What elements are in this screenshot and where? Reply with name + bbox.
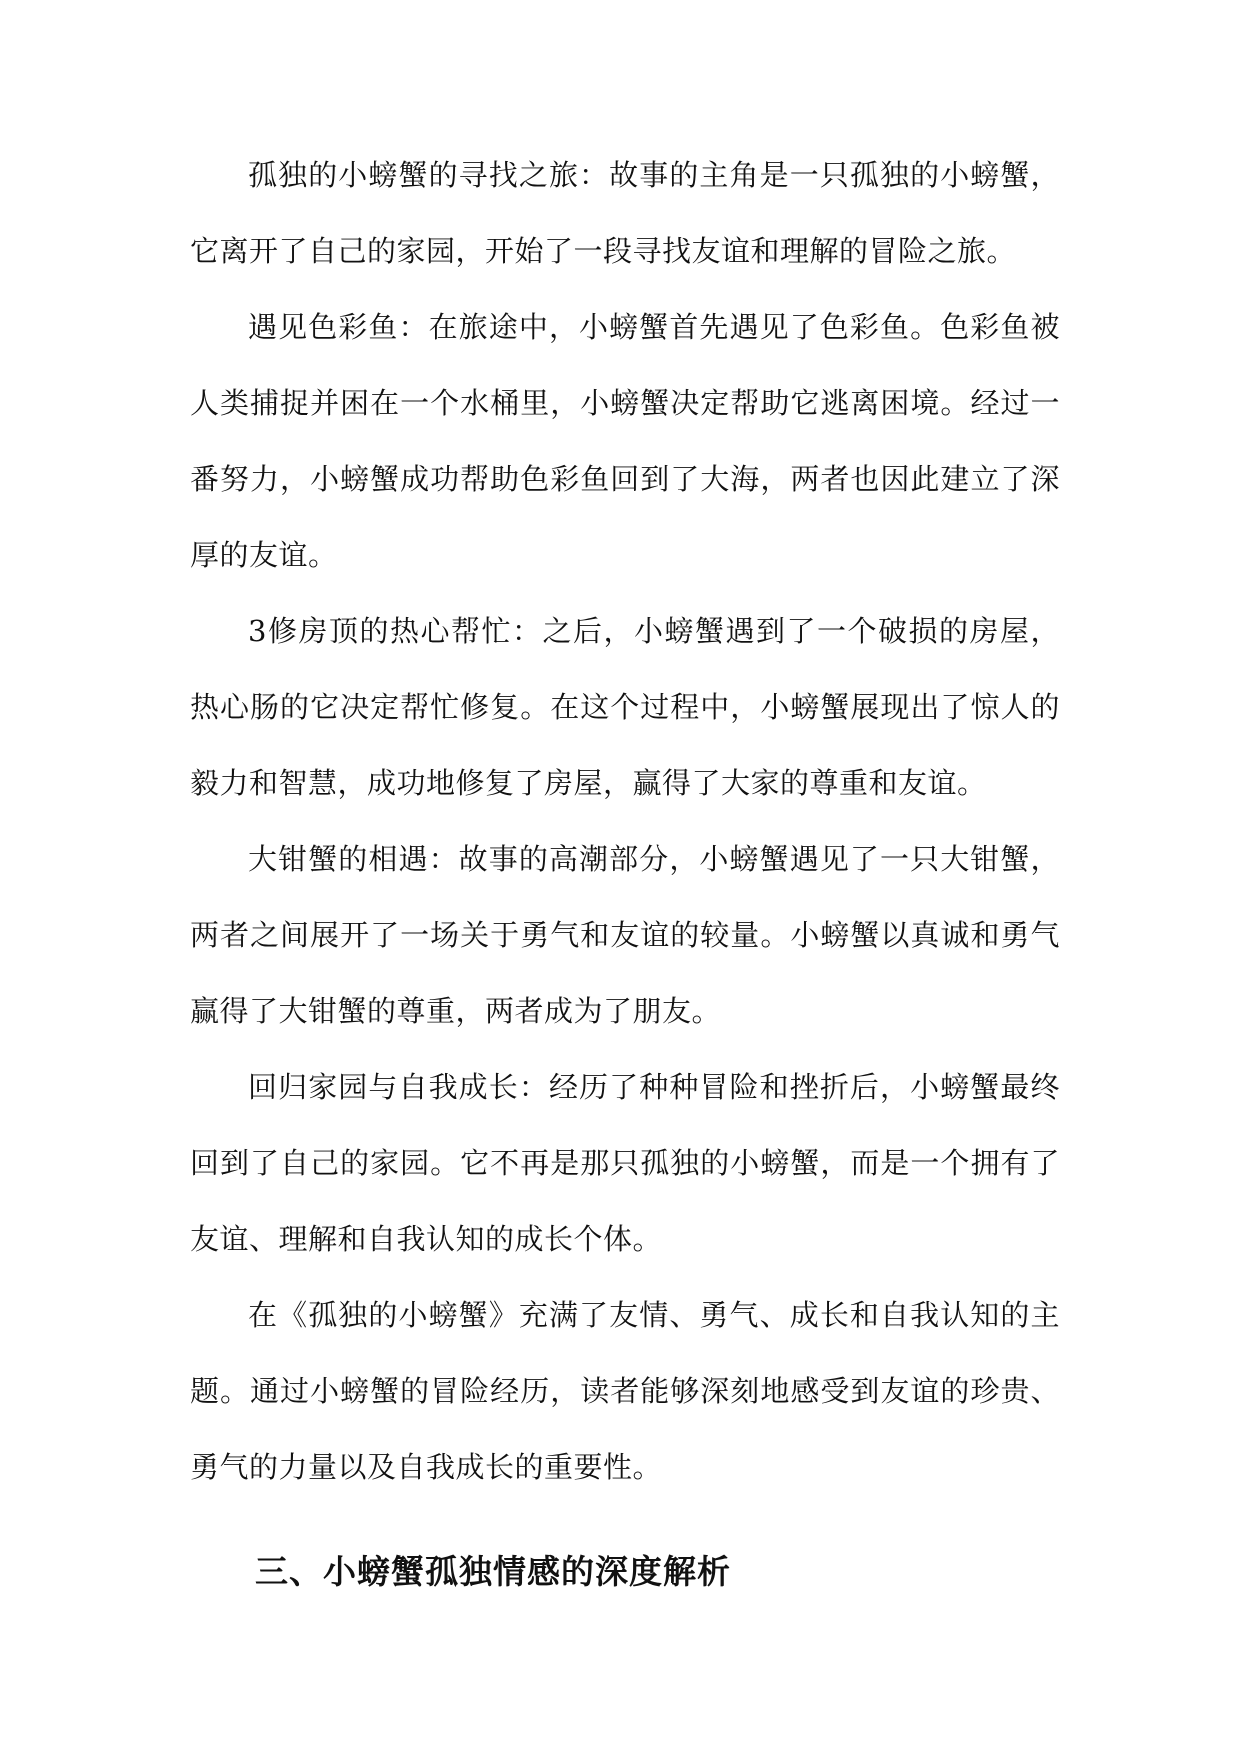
- paragraph-return-home: 回归家园与自我成长：经历了种种冒险和挫折后，小螃蟹最终回到了自己的家园。它不再是那只孤独的小螃蟹，而是一个拥有了友谊、理解和自我认知的成长个体。: [190, 1070, 1060, 1256]
- paragraph-meeting-color-fish: 遇见色彩鱼：在旅途中，小螃蟹首先遇见了色彩鱼。色彩鱼被人类捕捉并困在一个水桶里，小螃蟹决定帮助它逃离困境。经过一番努力，小螃蟹成功帮助色彩鱼回到了大海，两者也因此建立了深厚的友谊。: [190, 310, 1060, 572]
- paragraph-roof-repair: 3修房顶的热心帮忙：之后，小螃蟹遇到了一个破损的房屋，热心肠的它决定帮忙修复。在这个过程中，小螃蟹展现出了惊人的毅力和智慧，成功地修复了房屋，赢得了大家的尊重和友谊。: [190, 614, 1060, 800]
- paragraph-themes-summary: 在《孤独的小螃蟹》充满了友情、勇气、成长和自我认知的主题。通过小螃蟹的冒险经历，读者能够深刻地感受到友谊的珍贵、勇气的力量以及自我成长的重要性。: [190, 1298, 1060, 1484]
- paragraph-lonely-crab-journey: 孤独的小螃蟹的寻找之旅：故事的主角是一只孤独的小螃蟹，它离开了自己的家园，开始了一段寻找友谊和理解的冒险之旅。: [190, 158, 1060, 268]
- document-body: [190, 137, 1060, 1505]
- section-heading: 三、小螃蟹孤独情感的深度解析: [255, 1552, 731, 1591]
- paragraph-big-pincer-crab: 大钳蟹的相遇：故事的高潮部分，小螃蟹遇见了一只大钳蟹，两者之间展开了一场关于勇气和友谊的较量。小螃蟹以真诚和勇气赢得了大钳蟹的尊重，两者成为了朋友。: [190, 842, 1060, 1028]
